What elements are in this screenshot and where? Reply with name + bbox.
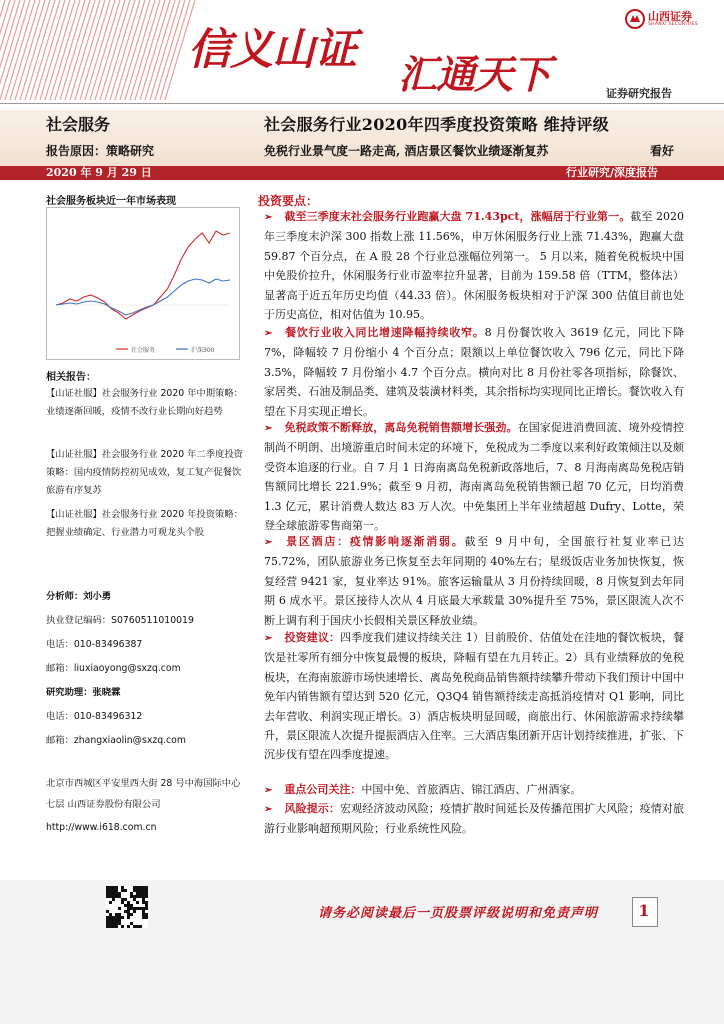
qr-module <box>127 913 130 916</box>
qr-module <box>139 892 142 895</box>
point-4 <box>264 532 684 630</box>
qr-module <box>118 913 121 916</box>
point-2 <box>264 323 684 421</box>
legend-label-1: 社会服务 <box>131 347 156 354</box>
bullet-icon: ➢ <box>264 804 273 815</box>
qr-module <box>106 895 109 898</box>
qr-module <box>109 919 112 922</box>
qr-module <box>142 886 145 889</box>
qr-module <box>118 895 121 898</box>
qr-module <box>136 892 139 895</box>
qr-module <box>115 892 118 895</box>
qr-module <box>115 919 118 922</box>
qr-module <box>142 916 145 919</box>
hatch-line <box>0 0 15 100</box>
point-7-body: 宏观经济波动风险；疫情扩散时间延长及传播范围扩大风险；疫情对旅游行业影响超预期风险；行业系统性风险。 <box>264 802 685 836</box>
bullet-icon: ➢ <box>264 537 273 548</box>
qr-module <box>139 895 142 898</box>
qr-module <box>109 895 112 898</box>
point-5-body: 四季度我们建议持续关注 1）目前股价、估值处在洼地的餐饮板块，餐饮是社零所有细分中恢复最慢的板块，降幅有望在九月转正。2）具有业绩释放的免税板块，在海南旅游市场快速增长、离岛免税商品销售额持续攀升带动下我们预计中国中免年内销售额有望达到 520 亿元，Q3Q4 销售额持续走高抵消疫情对 Q1 影响，同比去年营收、利润实现正增长。3）酒店板块明显回暖，商旅出行、休闲旅游需求持续攀升，景区限流人次提升提振酒店入住率。三大酒店集团新开店计划持续推进，扩张、下沉步伐有望在四季度提速。 <box>264 631 684 762</box>
qr-module <box>139 907 142 910</box>
qr-module <box>142 889 145 892</box>
point-4-body: 截至 9 月中旬，全国旅行社复业率已达 75.72%，团队旅游业务已恢复至去年同期的 40%左右；星级饭店业务加快恢复，恢复经营 9421 家，复业率达 91%。旅客运输量从 3 月份持续回暖，8 月恢复到去年同期 6 成水平。景区接待人次从 4 月底最大承载量 30%提升至 75%，景区限流人次不断上调有利于国庆小长假相关景区释放业绩。 <box>264 535 685 627</box>
hatch-line <box>0 0 25 100</box>
qr-module <box>136 907 139 910</box>
report-category: 行业研究/深度报告 <box>566 166 659 179</box>
page-number: 1 <box>638 901 650 920</box>
point-5-headline: 投资建议： <box>284 631 341 644</box>
qr-module <box>109 913 112 916</box>
point-1-headline: 截至三季度末社会服务行业跑赢大盘 71.43pct，涨幅居于行业第一。 <box>284 210 631 223</box>
qr-module <box>136 901 139 904</box>
chart-title: 社会服务板块近一年市场表现 <box>46 196 176 207</box>
qr-module <box>133 910 136 913</box>
qr-module <box>112 886 115 889</box>
qr-module <box>127 925 130 928</box>
qr-module <box>130 922 133 925</box>
qr-module <box>109 901 112 904</box>
slogan-part1: 信义山证 <box>188 25 356 75</box>
qr-module <box>136 886 139 889</box>
qr-module <box>115 886 118 889</box>
point-2-headline: 餐饮行业收入同比增速降幅持续收窄。 <box>284 326 485 339</box>
point-2-body: 8 月份餐饮收入 3619 亿元，同比下降 7%，降幅较 7 月份缩小 4 个百分点；限额以上单位餐饮收入 796 亿元，同比下降 3.5%，降幅较 7 月份缩小 4.7 个百分点。横向对比 8 月份社零各项指标，除餐饮、家居类、石油及制品类、建筑及装潢材料类，其余指标均实现同比正增长。餐饮收入有望在下月实现正增长。 <box>264 326 685 418</box>
qr-module <box>121 925 124 928</box>
qr-module <box>142 913 145 916</box>
company-address: 北京市西城区平安里西大街 28 号中海国际中心七层 山西证券股份有限公司 <box>46 778 241 810</box>
report-title: 社会服务行业2020年四季度投资策略 维持评级 <box>264 115 610 134</box>
assistant-email[interactable]: 邮箱：zhangxiaolin@sxzq.com <box>46 735 186 746</box>
qr-module <box>139 889 142 892</box>
qr-module <box>142 907 145 910</box>
qr-module <box>106 889 109 892</box>
point-1-body: 截至 2020 年三季度末沪深 300 指数上涨 11.56%，申万休闲服务行业上涨 71.43%，跑赢大盘 59.87 个百分点，在 A 股 28 个行业总涨幅位列第一。 5 月以来，随着免税板块中国中免股价拉升，休闲服务行业市盈率拉升显著，目前为 159.58 倍（TTM，整体法）显著高于近五年历史均值（44.33 倍）。休闲服务板块相对于沪深 300 估值目前也处于历史高位，相对估值为 10.95。 <box>264 210 684 322</box>
point-3-headline: 免税政策不断释放，离岛免税销售额增长强劲。 <box>284 421 518 434</box>
qr-module <box>115 916 118 919</box>
qr-module <box>109 916 112 919</box>
qr-module <box>106 916 109 919</box>
qr-module <box>124 889 127 892</box>
qr-module <box>124 904 127 907</box>
qr-module <box>130 913 133 916</box>
qr-module <box>112 922 115 925</box>
qr-module <box>133 895 136 898</box>
qr-module <box>142 898 145 901</box>
qr-module <box>118 922 121 925</box>
qr-module <box>118 919 121 922</box>
bullet-icon: ➢ <box>264 423 273 434</box>
analyst-email[interactable]: 邮箱：liuxiaoyong@sxzq.com <box>46 663 181 674</box>
qr-module <box>106 925 109 928</box>
qr-module <box>127 916 130 919</box>
qr-module <box>106 919 109 922</box>
point-6-headline: 重点公司关注： <box>284 783 362 796</box>
qr-module <box>130 904 133 907</box>
qr-module <box>133 925 136 928</box>
qr-module <box>145 901 148 904</box>
qr-module <box>133 889 136 892</box>
rating-badge: 看好 <box>650 144 675 158</box>
qr-module <box>115 922 118 925</box>
qr-module <box>127 907 130 910</box>
qr-module <box>139 925 142 928</box>
qr-module <box>115 925 118 928</box>
qr-module <box>145 889 148 892</box>
qr-module <box>115 895 118 898</box>
related-report-3[interactable]: 【山证社服】社会服务行业 2020 年投资策略：把握业绩确定、行业潜力可观龙头个股 <box>46 509 243 538</box>
qr-module <box>109 889 112 892</box>
qr-module <box>112 895 115 898</box>
report-reason: 报告原因：策略研究 <box>46 144 155 158</box>
qr-module <box>106 922 109 925</box>
point-7 <box>264 799 684 839</box>
company-website[interactable]: http://www.i618.com.cn <box>46 822 157 833</box>
qr-module <box>145 892 148 895</box>
assistant-phone: 电话：010-83496312 <box>46 711 143 722</box>
chart-canvas <box>46 207 240 360</box>
qr-module <box>109 892 112 895</box>
qr-module <box>145 886 148 889</box>
qr-module <box>130 907 133 910</box>
bullet-icon: ➢ <box>264 328 273 339</box>
point-3-body: 在国家促进消费回流、境外疫情控制尚不明朗、出境游重启时间未定的环境下，免税成为二季度以来利好政策倾注以及颇受资本追逐的行业。自 7 月 1 日海南离岛免税新政落地后，7、8 月海南离岛免税店销售额同比增长 221.9%；截至 9 月初，海南离岛免税销售额已超 70 亿元，日均消费 1.3 亿元，累计消费人数达 83 万人次。中免集团上半年业绩超越 Dufry、Lotte，荣登全球旅游零售商第一。 <box>264 421 685 533</box>
qr-module <box>121 886 124 889</box>
qr-module <box>106 892 109 895</box>
qr-module <box>139 886 142 889</box>
qr-module <box>136 895 139 898</box>
qr-module <box>112 898 115 901</box>
qr-module <box>112 916 115 919</box>
qr-module <box>106 886 109 889</box>
header-divider <box>0 103 724 104</box>
qr-module <box>112 919 115 922</box>
qr-module <box>145 895 148 898</box>
assistant-line <box>46 684 120 698</box>
point-1 <box>264 207 684 324</box>
qr-module <box>130 895 133 898</box>
qr-module <box>133 886 136 889</box>
analyst-license: 执业登记编码：S0760511010019 <box>46 615 194 626</box>
qr-module <box>124 898 127 901</box>
qr-module <box>121 898 124 901</box>
point-6 <box>264 780 684 800</box>
qr-module <box>115 889 118 892</box>
qr-module <box>118 916 121 919</box>
qr-module <box>145 907 148 910</box>
qr-module <box>127 901 130 904</box>
qr-module <box>121 916 124 919</box>
qr-module <box>109 922 112 925</box>
disclaimer-notice: 请务必阅读最后一页股票评级说明和免责声明 <box>318 906 599 921</box>
qr-module <box>145 904 148 907</box>
company-name-en: SHANXI SECURITIES <box>648 22 698 27</box>
qr-module <box>136 925 139 928</box>
qr-module <box>106 910 109 913</box>
point-4-headline: 景区酒店：疫情影响逐渐消弱。 <box>284 535 465 548</box>
related-report-2[interactable]: 【山证社服】社会服务行业 2020 年二季度投资策略：国内疫情防控初见成效，复工复产促餐饮旅游有序复苏 <box>46 449 243 496</box>
point-6-body: 中国中免、首旅酒店、锦江酒店、广州酒家。 <box>361 783 582 796</box>
qr-module <box>142 892 145 895</box>
qr-module <box>130 892 133 895</box>
analyst-name: 刘小勇 <box>83 591 112 602</box>
legend-label-2: 沪深300 <box>191 347 215 354</box>
qr-module <box>142 901 145 904</box>
point-3 <box>264 418 684 535</box>
qr-module <box>136 889 139 892</box>
bullet-icon: ➢ <box>264 212 273 223</box>
slogan-part2: 汇通天下 <box>398 53 551 98</box>
qr-module <box>127 910 130 913</box>
qr-module <box>112 925 115 928</box>
qr-module <box>112 889 115 892</box>
qr-module <box>124 910 127 913</box>
qr-code-icon <box>106 886 148 928</box>
report-date: 2020 年 9 月 29 日 <box>46 166 152 179</box>
qr-module <box>133 898 136 901</box>
related-reports-title: 相关报告： <box>46 372 96 383</box>
key-points-title: 投资要点： <box>258 194 319 208</box>
industry-label: 社会服务 <box>46 115 111 134</box>
assistant-name: 张晓霖 <box>92 687 121 698</box>
qr-module <box>121 901 124 904</box>
bullet-icon: ➢ <box>264 633 273 644</box>
analyst-label: 分析师： <box>46 591 84 602</box>
related-report-1[interactable]: 【山证社服】社会服务行业 2020 年中期策略：业绩逐渐回暖，疫情不改行业长期向好趋势 <box>46 388 243 417</box>
qr-module <box>115 913 118 916</box>
qr-module <box>121 889 124 892</box>
qr-module <box>142 910 145 913</box>
point-5 <box>264 628 684 765</box>
qr-module <box>142 895 145 898</box>
qr-module <box>133 907 136 910</box>
qr-module <box>118 892 121 895</box>
report-subtitle: 免税行业景气度一路走高, 酒店景区餐饮业绩逐渐复苏 <box>264 144 549 158</box>
market-chart <box>46 207 240 360</box>
qr-module <box>109 886 112 889</box>
point-7-headline: 风险提示： <box>284 802 340 815</box>
company-name: 山西证券 <box>648 10 692 23</box>
qr-module <box>112 892 115 895</box>
qr-module <box>118 907 121 910</box>
qr-module <box>127 904 130 907</box>
qr-module <box>145 916 148 919</box>
analyst-phone: 电话：010-83496387 <box>46 639 143 650</box>
bullet-icon: ➢ <box>264 785 273 796</box>
chart-frame <box>47 208 240 360</box>
document-type: 证券研究报告 <box>606 87 672 100</box>
qr-module <box>109 925 112 928</box>
analyst-line <box>46 588 111 602</box>
assistant-label: 研究助理： <box>46 687 93 698</box>
qr-module <box>145 913 148 916</box>
